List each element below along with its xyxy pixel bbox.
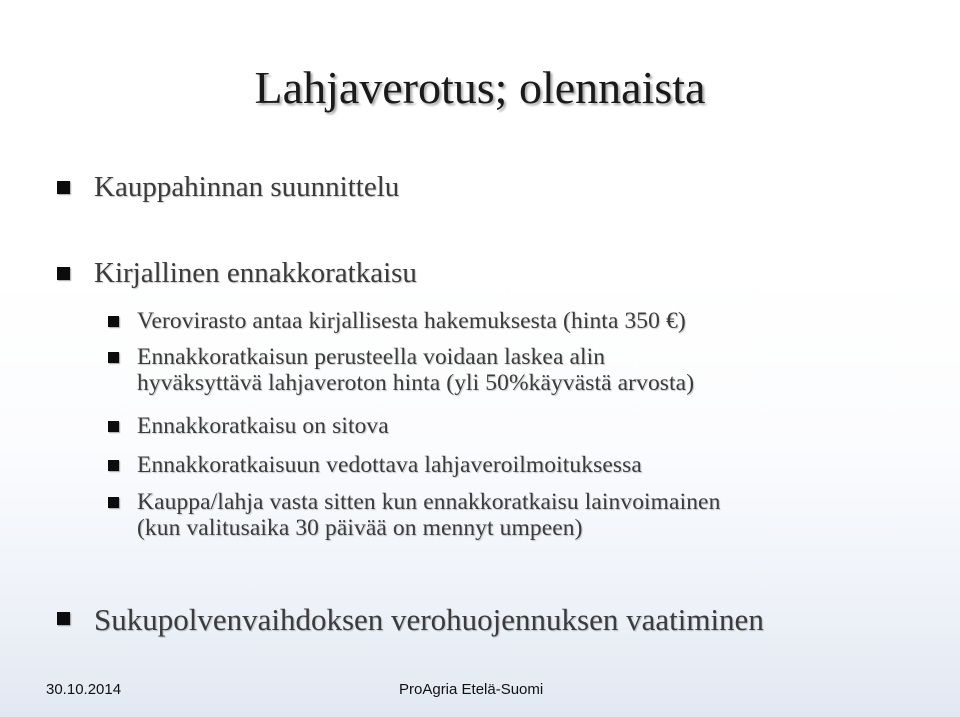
- square-bullet-icon: [57, 267, 70, 280]
- bullet-item: [94, 257, 417, 290]
- sub-bullet-text: Verovirasto antaa kirjallisesta hakemuksesta (hinta 350 €): [137, 308, 686, 334]
- bullet-text: Sukupolvenvaihdoksen verohuojennuksen vaatiminen: [94, 602, 764, 637]
- sub-bullet-text: Ennakkoratkaisu on sitova: [137, 413, 389, 439]
- square-bullet-icon: [108, 460, 119, 471]
- sub-bullet-text-continued: (kun valitusaika 30 päivää on mennyt umpeen): [137, 515, 583, 541]
- square-bullet-icon: [57, 612, 70, 625]
- sub-bullet-item: [137, 344, 694, 396]
- bullet-text: Kirjallinen ennakkoratkaisu: [94, 257, 417, 289]
- sub-bullet-item: [137, 413, 389, 439]
- footer-date: 30.10.2014: [46, 681, 122, 698]
- sub-bullet-text-continued: hyväksyttävä lahjaveroton hinta (yli 50%käyvästä arvosta): [137, 370, 695, 396]
- sub-bullet-item: [137, 489, 720, 541]
- bullet-item: [94, 602, 764, 637]
- slide-title: Lahjaverotus; olennaista: [254, 62, 706, 113]
- footer-organization: ProAgria Etelä-Suomi: [399, 681, 544, 698]
- square-bullet-icon: [57, 181, 70, 194]
- sub-bullet-item: [137, 452, 642, 478]
- bullet-text: Kauppahinnan suunnittelu: [94, 171, 400, 203]
- sub-bullet-text: Ennakkoratkaisun perusteella voidaan laskea alin: [137, 344, 606, 370]
- square-bullet-icon: [108, 497, 119, 508]
- sub-bullet-item: [137, 308, 686, 334]
- square-bullet-icon: [108, 316, 119, 327]
- sub-bullet-text: Kauppa/lahja vasta sitten kun ennakkoratkaisu lainvoimainen: [137, 489, 721, 515]
- bullet-item: [94, 171, 399, 204]
- square-bullet-icon: [108, 421, 119, 432]
- square-bullet-icon: [108, 352, 119, 363]
- sub-bullet-text: Ennakkoratkaisuun vedottava lahjaveroilmoituksessa: [137, 452, 642, 478]
